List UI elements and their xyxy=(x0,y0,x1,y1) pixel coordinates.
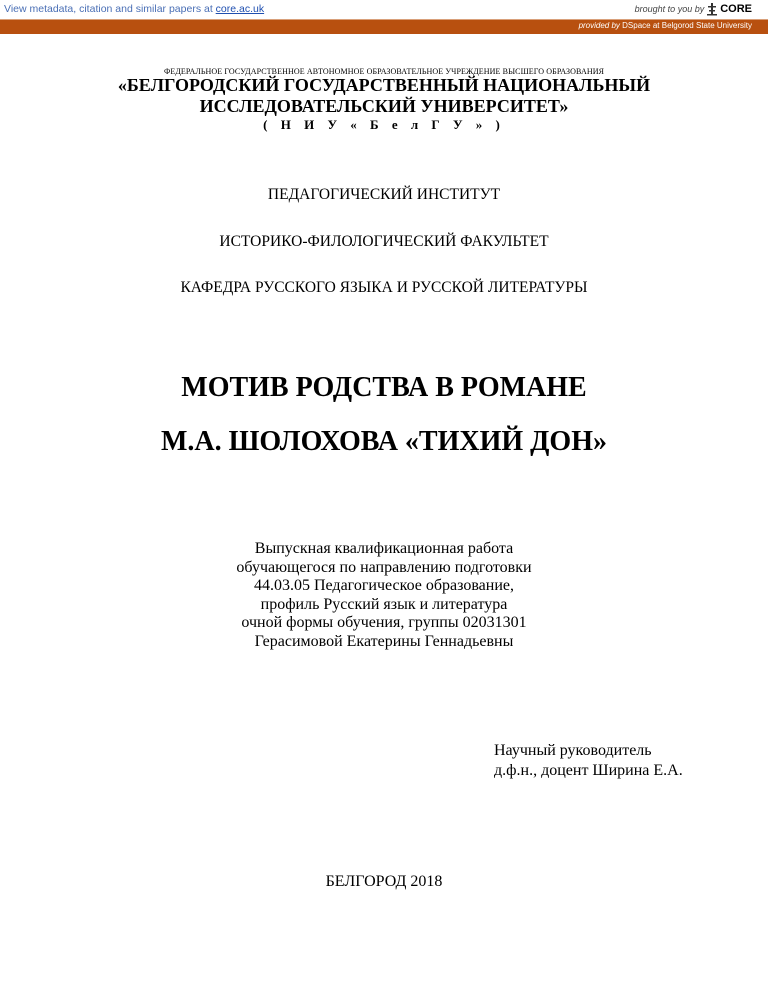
thesis-title-line1: МОТИВ РОДСТВА В РОМАНЕ xyxy=(181,372,587,403)
description-line: очной формы обучения, группы 02031301 xyxy=(241,614,527,631)
chair-name: КАФЕДРА РУССКОГО ЯЗЫКА И РУССКОЙ ЛИТЕРАТУРЫ xyxy=(180,279,588,296)
description-line: Выпускная квалификационная работа xyxy=(254,540,514,557)
description-line: Герасимовой Екатерины Геннадьевны xyxy=(254,632,514,650)
core-logo-icon xyxy=(707,2,717,16)
university-name-line1: «БЕЛГОРОДСКИЙ ГОСУДАРСТВЕННЫЙ НАЦИОНАЛЬНЫЙ xyxy=(117,75,651,95)
description-line: профиль Русский язык и литература xyxy=(260,595,508,613)
core-metadata-notice xyxy=(4,3,264,15)
core-banner xyxy=(0,0,768,20)
description-line: 44.03.05 Педагогическое образование, xyxy=(253,577,515,594)
institute-name: ПЕДАГОГИЧЕСКИЙ ИНСТИТУТ xyxy=(267,186,501,203)
supervisor-name: д.ф.н., доцент Ширина Е.А. xyxy=(494,762,683,779)
core-brought-by[interactable] xyxy=(635,2,752,16)
institution-type: ФЕДЕРАЛЬНОЕ ГОСУДАРСТВЕННОЕ АВТОНОМНОЕ ОБРАЗОВАТЕЛЬНОЕ УЧРЕЖДЕНИЕ ВЫСШЕГО ОБРАЗОВАНИЯ xyxy=(163,67,605,76)
core-brand: CORE xyxy=(720,3,752,15)
supervisor-label: Научный руководитель xyxy=(494,742,652,759)
thesis-title-line2: М.А. ШОЛОХОВА «ТИХИЙ ДОН» xyxy=(160,426,607,457)
faculty-name: ИСТОРИКО-ФИЛОЛОГИЧЕСКИЙ ФАКУЛЬТЕТ xyxy=(219,233,549,250)
supervisor-block xyxy=(494,741,683,781)
provided-by-source: DSpace at Belgorod State University xyxy=(622,21,752,30)
thesis-description xyxy=(0,540,768,651)
core-link[interactable]: core.ac.uk xyxy=(215,3,265,15)
core-provider-text[interactable] xyxy=(579,21,752,30)
provided-by-label: provided by xyxy=(578,21,620,30)
city-year: БЕЛГОРОД 2018 xyxy=(325,873,443,890)
core-provider-bar xyxy=(0,20,768,34)
university-abbreviation: ( Н И У « Б е л Г У » ) xyxy=(263,117,505,132)
core-brought-text: brought to you by xyxy=(634,4,705,14)
core-metadata-text: View metadata, citation and similar papers at xyxy=(4,3,213,15)
description-line: обучающегося по направлению подготовки xyxy=(236,558,532,576)
university-name-line2: ИССЛЕДОВАТЕЛЬСКИЙ УНИВЕРСИТЕТ» xyxy=(199,96,569,116)
